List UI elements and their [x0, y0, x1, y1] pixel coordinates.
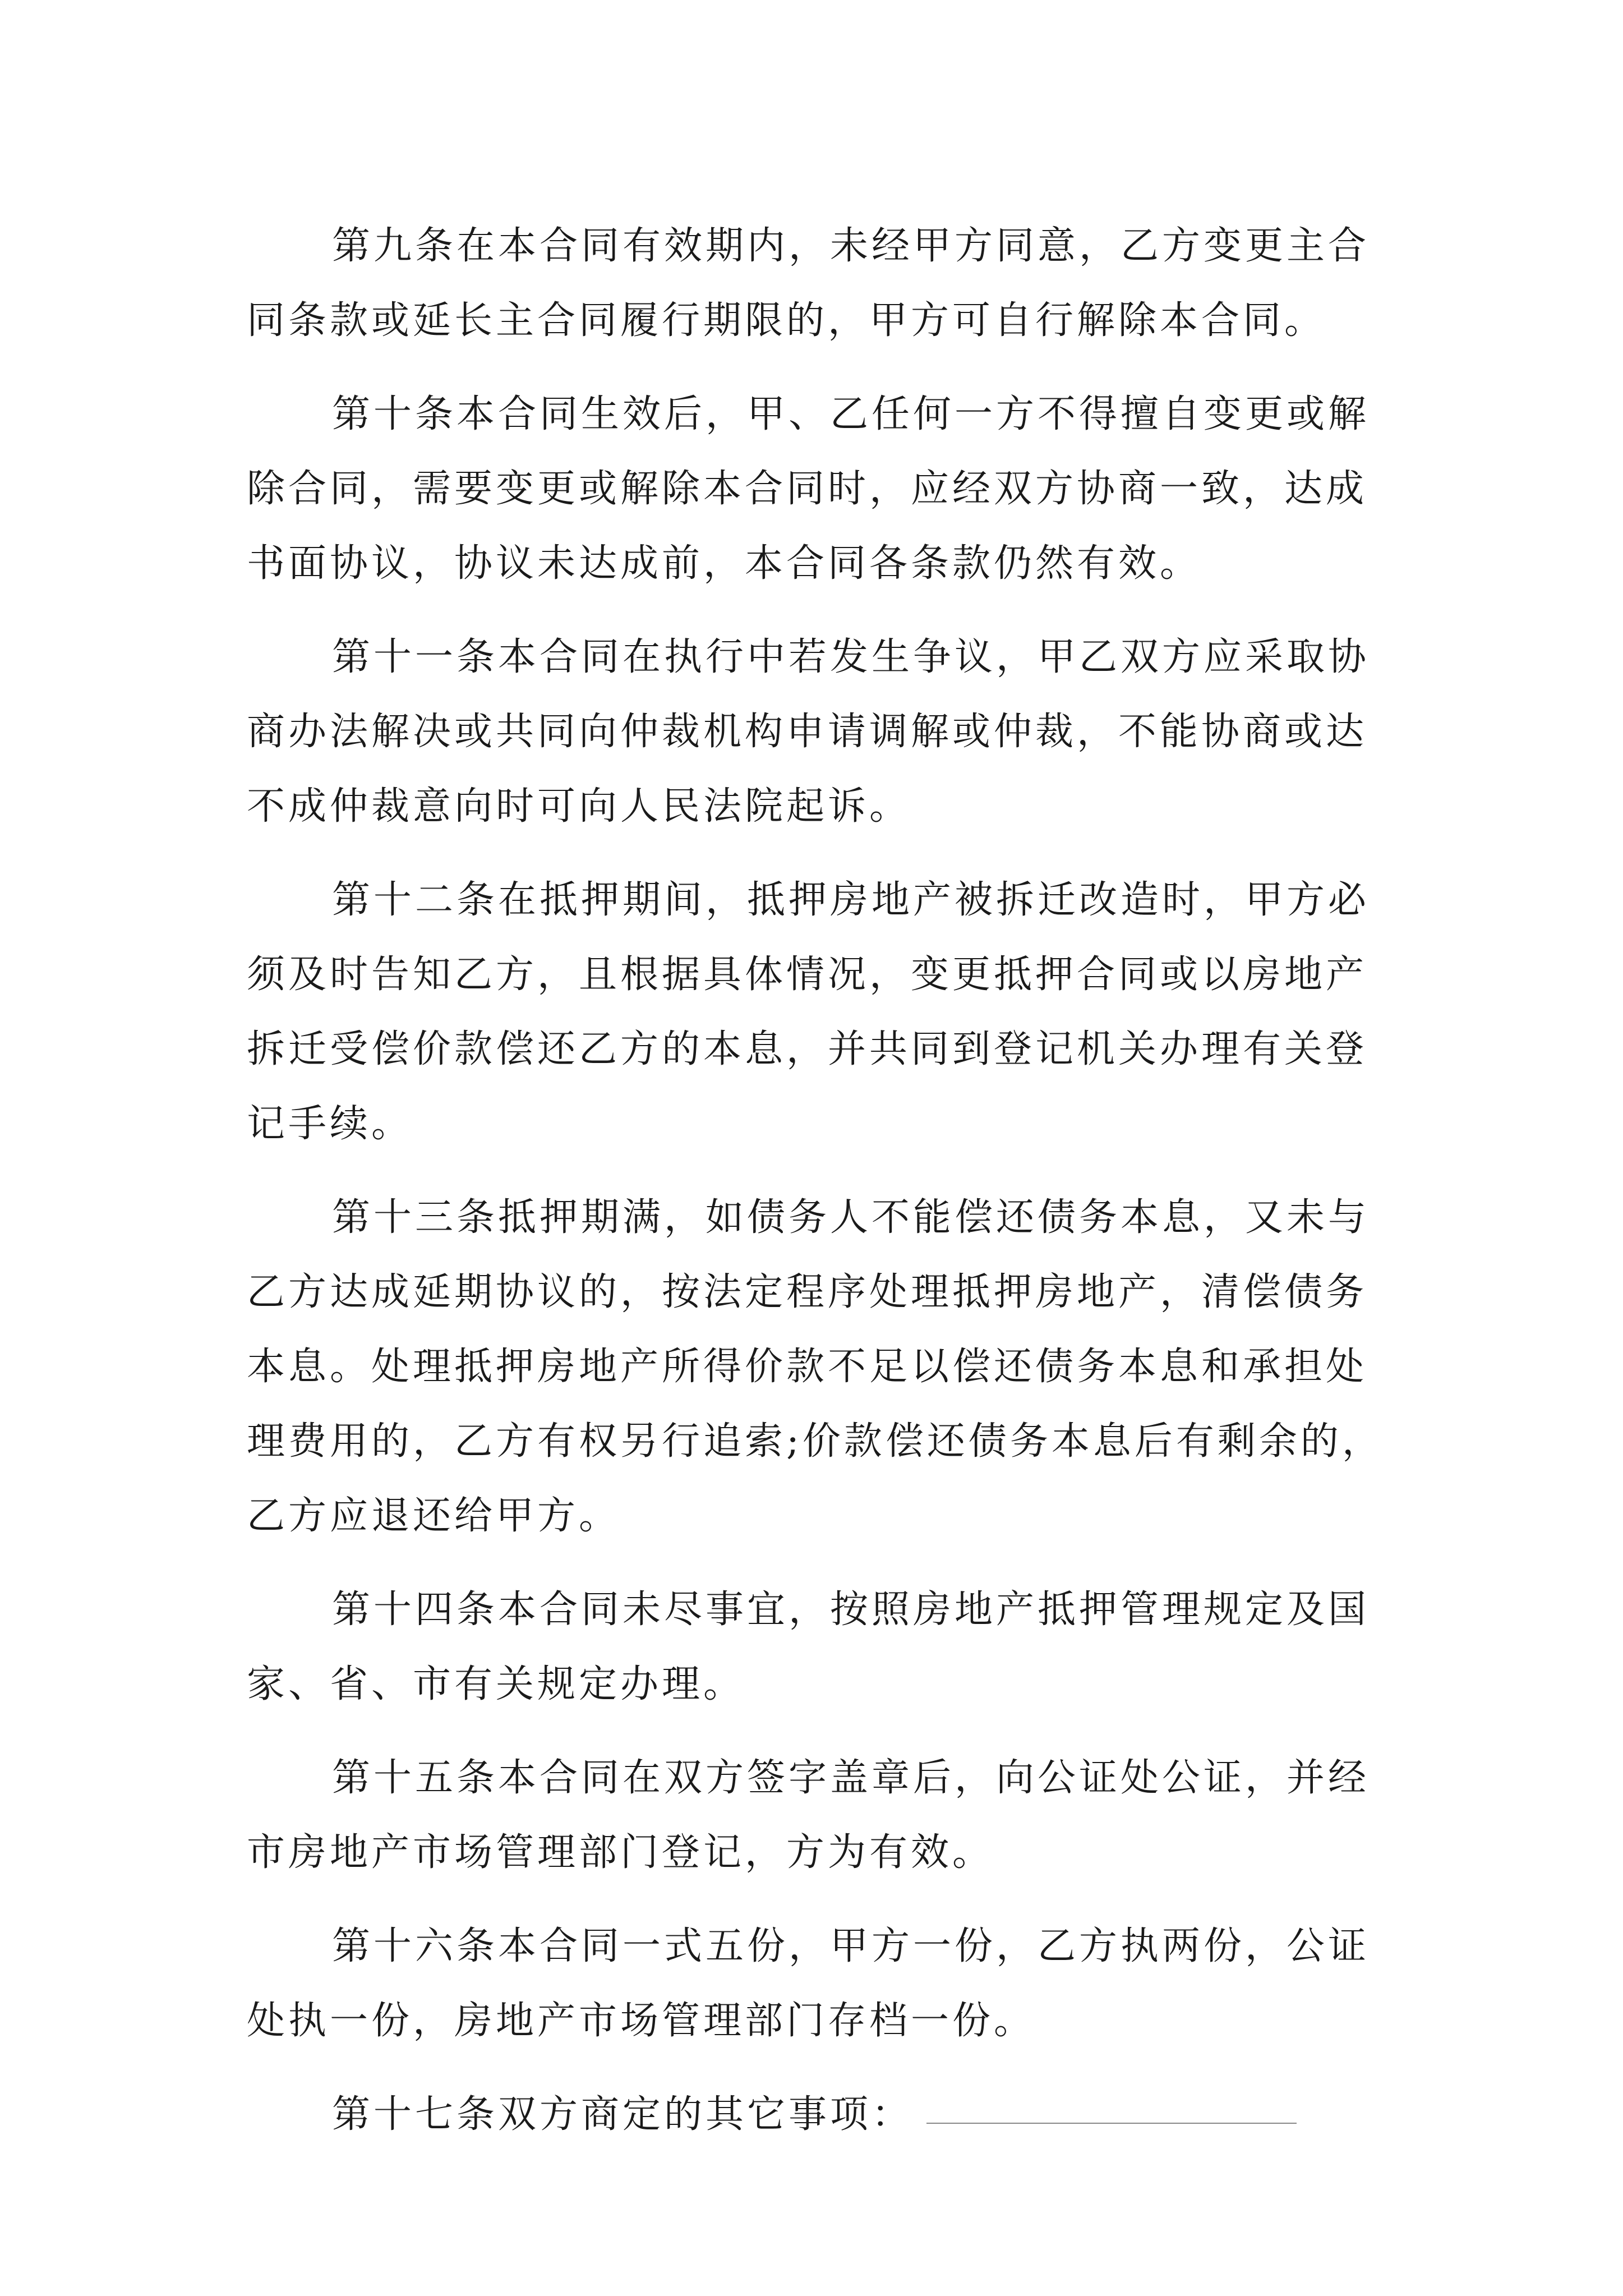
article-14-paragraph: 第十四条本合同未尽事宜，按照房地产抵押管理规定及国家、省、市有关规定办理。 [247, 1588, 1370, 1706]
article-10-paragraph: 第十条本合同生效后，甲、乙任何一方不得擅自变更或解除合同，需要变更或解除本合同时，应经双方协商一致，达成书面协议，协议未达成前，本合同各条款仍然有效。 [247, 392, 1370, 586]
document-body [247, 209, 1391, 2171]
article-17-text: 第十七条双方商定的其它事项： [332, 2092, 914, 2137]
article-17-paragraph [247, 2077, 1391, 2152]
article-13-paragraph: 第十三条抵押期满，如债务人不能偿还债务本息，又未与乙方达成延期协议的，按法定程序处理抵押房地产，清偿债务本息。处理抵押房地产所得价款不足以偿还债务本息和承担处理费用的，乙方有权另行追索;价款偿还债务本息后有剩余的，乙方应退还给甲方。 [247, 1195, 1384, 1538]
article-15-paragraph: 第十五条本合同在双方签字盖章后，向公证处公证，并经市房地产市场管理部门登记，方为有效。 [247, 1756, 1370, 1875]
article-11-paragraph: 第十一条本合同在执行中若发生争议，甲乙双方应采取协商办法解决或共同向仲裁机构申请调解或仲裁，不能协商或达不成仲裁意向时可向人民法院起诉。 [247, 635, 1370, 829]
article-9-paragraph: 第九条在本合同有效期内，未经甲方同意，乙方变更主合同条款或延长主合同履行期限的，甲方可自行解除本合同。 [247, 224, 1370, 343]
article-16-paragraph: 第十六条本合同一式五份，甲方一份，乙方执两份，公证处执一份，房地产市场管理部门存档一份。 [247, 1924, 1370, 2043]
article-12-paragraph: 第十二条在抵押期间，抵押房地产被拆迁改造时，甲方必须及时告知乙方，且根据具体情况，变更抵押合同或以房地产拆迁受偿价款偿还乙方的本息，并共同到登记机关办理有关登记手续。 [247, 878, 1370, 1146]
fill-in-blank-line [926, 2123, 1297, 2124]
